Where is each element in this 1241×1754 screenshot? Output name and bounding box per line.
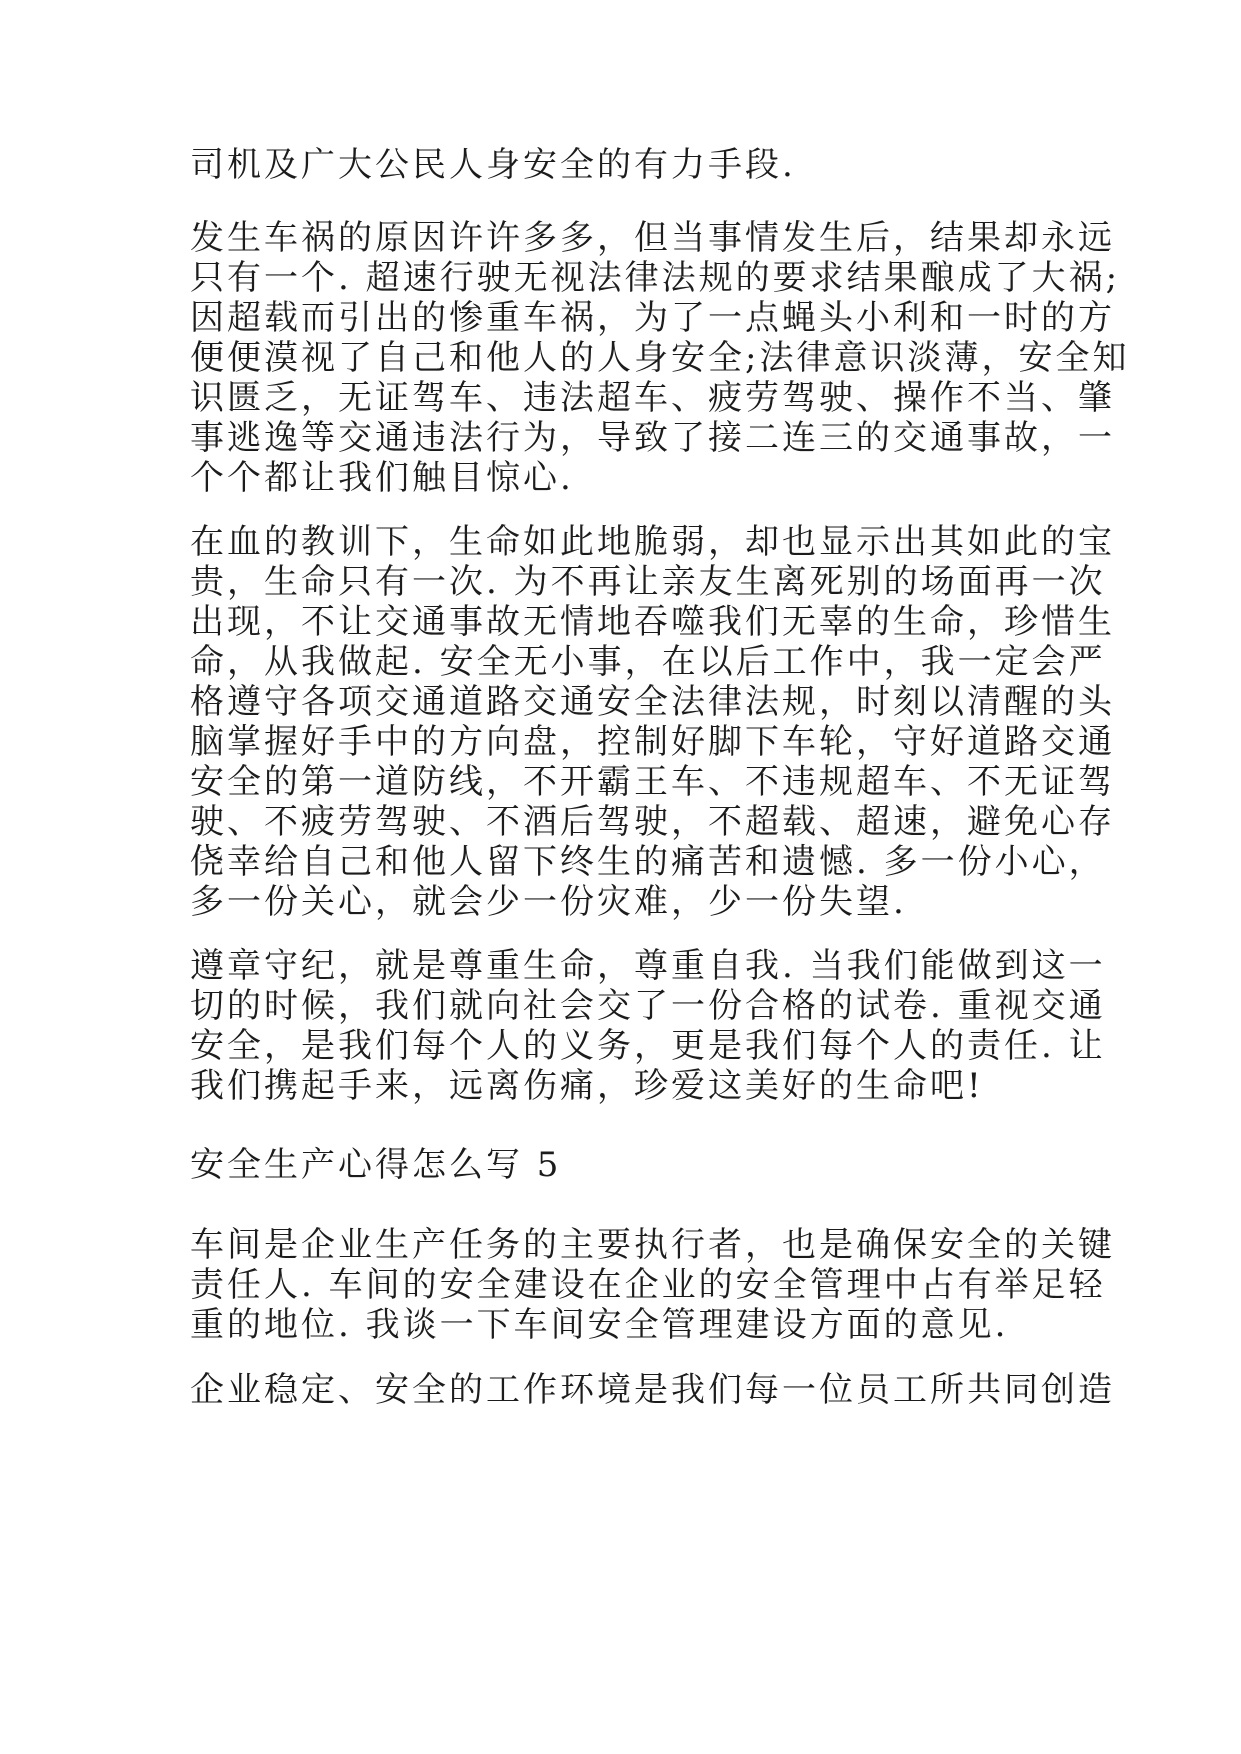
text-line: 脑掌握好手中的方向盘，控制好脚下车轮，守好道路交通 [190, 722, 1115, 762]
text-line: 只有一个. 超速行驶无视法律法规的要求结果酿成了大祸; [190, 258, 1121, 298]
section-heading [190, 1145, 561, 1185]
text-line: 重的地位. 我谈一下车间安全管理建设方面的意见. [190, 1305, 1009, 1345]
text-line: 切的时候，我们就向社会交了一份合格的试卷. 重视交通 [190, 986, 1106, 1026]
paragraph [190, 145, 796, 185]
text-line: 司机及广大公民人身安全的有力手段. [190, 145, 796, 185]
text-line: 安全，是我们每个人的义务，更是我们每个人的责任. 让 [190, 1026, 1106, 1066]
text-line: 车间是企业生产任务的主要执行者，也是确保安全的关键 [190, 1225, 1115, 1265]
text-line: 多一份关心，就会少一份灾难，少一份失望. [190, 882, 907, 922]
heading-text: 安全生产心得怎么写 5 [190, 1145, 562, 1185]
paragraph [190, 218, 1129, 498]
text-line: 命，从我做起. 安全无小事，在以后工作中，我一定会严 [190, 642, 1106, 682]
paragraph [190, 522, 1115, 922]
text-line: 便便漠视了自己和他人的人身安全;法律意识淡薄，安全知 [190, 338, 1130, 378]
text-line: 事逃逸等交通违法行为，导致了接二连三的交通事故，一 [190, 418, 1115, 458]
text-line: 企业稳定、安全的工作环境是我们每一位员工所共同创造 [190, 1370, 1115, 1410]
text-line: 侥幸给自己和他人留下终生的痛苦和遗憾. 多一份小心， [190, 842, 1106, 882]
text-line: 驶、不疲劳驾驶、不酒后驾驶，不超载、超速，避免心存 [190, 802, 1115, 842]
text-line: 因超载而引出的惨重车祸，为了一点蝇头小利和一时的方 [190, 298, 1115, 338]
text-line: 个个都让我们触目惊心. [190, 458, 574, 498]
text-line: 在血的教训下，生命如此地脆弱，却也显示出其如此的宝 [190, 522, 1115, 562]
text-line: 贵，生命只有一次. 为不再让亲友生离死别的场面再一次 [190, 562, 1106, 602]
text-line: 我们携起手来，远离伤痛，珍爱这美好的生命吧! [190, 1066, 984, 1106]
text-line: 识匮乏，无证驾车、违法超车、疲劳驾驶、操作不当、肇 [190, 378, 1115, 418]
text-line: 安全的第一道防线，不开霸王车、不违规超车、不无证驾 [190, 762, 1115, 802]
text-line: 出现，不让交通事故无情地吞噬我们无辜的生命，珍惜生 [190, 602, 1115, 642]
text-line: 责任人. 车间的安全建设在企业的安全管理中占有举足轻 [190, 1265, 1106, 1305]
paragraph [190, 946, 1106, 1106]
text-line: 发生车祸的原因许许多多，但当事情发生后，结果却永远 [190, 218, 1115, 258]
paragraph [190, 1225, 1115, 1345]
text-line: 遵章守纪，就是尊重生命，尊重自我. 当我们能做到这一 [190, 946, 1106, 986]
paragraph [190, 1370, 1115, 1410]
text-line: 格遵守各项交通道路交通安全法律法规，时刻以清醒的头 [190, 682, 1115, 722]
